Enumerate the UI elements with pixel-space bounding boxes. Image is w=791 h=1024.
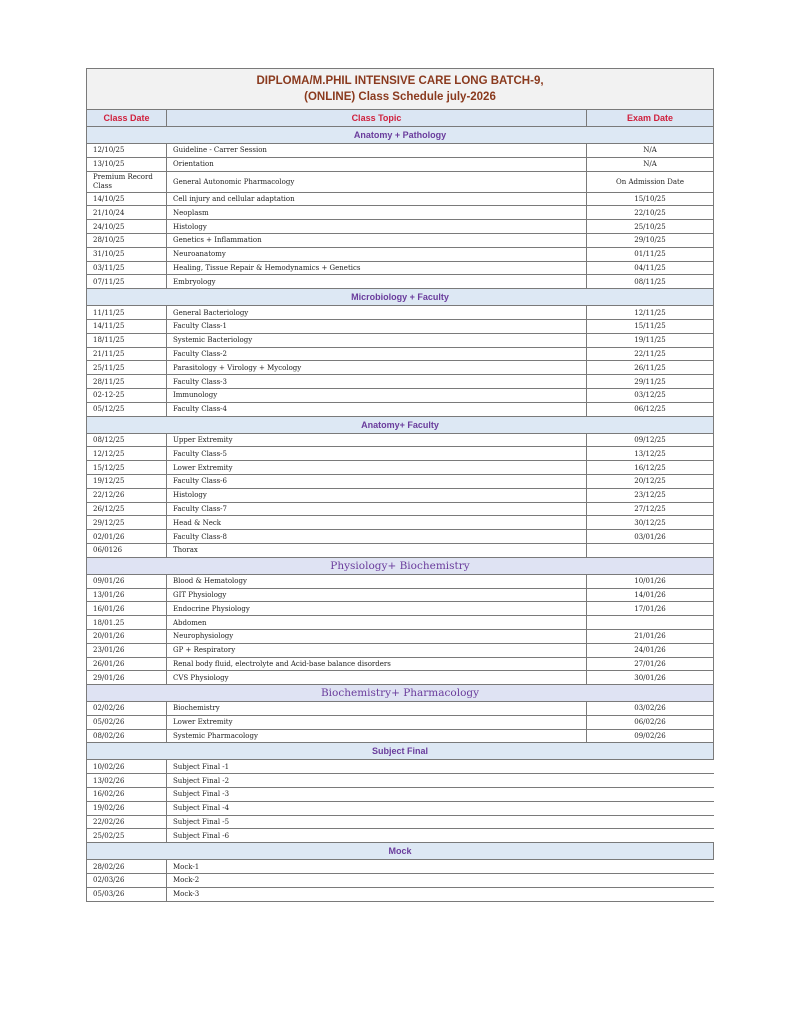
- section-title: Microbiology + Faculty: [87, 289, 714, 306]
- class-date-cell: 05/02/26: [87, 715, 167, 729]
- exam-date-cell: 30/12/25: [587, 516, 714, 530]
- schedule-row: [87, 729, 714, 743]
- class-topic-cell: Subject Final -6: [167, 829, 714, 843]
- exam-date-cell: 12/11/25: [587, 306, 714, 320]
- class-date-cell: 02/03/26: [87, 874, 167, 888]
- schedule-row: [87, 206, 714, 220]
- exam-date-cell: 03/02/26: [587, 702, 714, 716]
- schedule-row: [87, 516, 714, 530]
- class-topic-cell: Histology: [167, 220, 587, 234]
- schedule-row: [87, 488, 714, 502]
- schedule-row: [87, 874, 714, 888]
- schedule-row: [87, 388, 714, 402]
- exam-date-cell: 15/11/25: [587, 319, 714, 333]
- schedule-row: [87, 474, 714, 488]
- class-date-cell: 22/02/26: [87, 815, 167, 829]
- class-topic-cell: GP + Respiratory: [167, 643, 587, 657]
- schedule-row: [87, 530, 714, 544]
- exam-date-cell: 09/02/26: [587, 729, 714, 743]
- exam-date-cell: 10/01/26: [587, 574, 714, 588]
- class-topic-cell: Subject Final -2: [167, 774, 714, 788]
- class-topic-cell: Faculty Class-6: [167, 474, 587, 488]
- class-date-cell: 18/11/25: [87, 333, 167, 347]
- schedule-row: [87, 801, 714, 815]
- schedule-row: [87, 433, 714, 447]
- class-topic-cell: Faculty Class-2: [167, 347, 587, 361]
- class-topic-cell: Upper Extremity: [167, 433, 587, 447]
- schedule-row: [87, 247, 714, 261]
- class-date-cell: 26/01/26: [87, 657, 167, 671]
- class-date-cell: 12/10/25: [87, 144, 167, 158]
- schedule-row: [87, 815, 714, 829]
- class-date-cell: 12/12/25: [87, 447, 167, 461]
- class-topic-cell: Systemic Bacteriology: [167, 333, 587, 347]
- class-date-cell: 13/10/25: [87, 157, 167, 171]
- class-date-cell: 20/01/26: [87, 629, 167, 643]
- exam-date-cell: 26/11/25: [587, 361, 714, 375]
- class-date-cell: 06/0126: [87, 543, 167, 557]
- class-topic-cell: Mock-2: [167, 874, 714, 888]
- class-date-cell: 13/01/26: [87, 588, 167, 602]
- exam-date-cell: 25/10/25: [587, 220, 714, 234]
- class-topic-cell: Lower Extremity: [167, 461, 587, 475]
- exam-date-cell: 01/11/25: [587, 247, 714, 261]
- schedule-row: [87, 347, 714, 361]
- class-topic-cell: Mock-1: [167, 860, 714, 874]
- schedule-row: [87, 192, 714, 206]
- class-date-cell: 29/12/25: [87, 516, 167, 530]
- schedule-row: [87, 629, 714, 643]
- class-date-cell: 29/01/26: [87, 671, 167, 685]
- class-date-cell: 05/12/25: [87, 402, 167, 416]
- class-date-cell: 02-12-25: [87, 388, 167, 402]
- class-topic-cell: Mock-3: [167, 887, 714, 901]
- schedule-table: [86, 68, 714, 902]
- schedule-row: [87, 715, 714, 729]
- schedule-row: [87, 643, 714, 657]
- schedule-row: [87, 788, 714, 802]
- class-date-cell: 02/01/26: [87, 530, 167, 544]
- schedule-row: [87, 860, 714, 874]
- class-topic-cell: Parasitology + Virology + Mycology: [167, 361, 587, 375]
- class-topic-cell: Genetics + Inflammation: [167, 233, 587, 247]
- title-line-1: DIPLOMA/M.PHIL INTENSIVE CARE LONG BATCH-9,: [256, 75, 544, 87]
- class-topic-cell: General Autonomic Pharmacology: [167, 171, 587, 192]
- class-date-cell: 08/02/26: [87, 729, 167, 743]
- class-topic-cell: Faculty Class-4: [167, 402, 587, 416]
- class-date-cell: 25/11/25: [87, 361, 167, 375]
- schedule-row: [87, 333, 714, 347]
- exam-date-cell: 08/11/25: [587, 275, 714, 289]
- class-topic-cell: Subject Final -3: [167, 788, 714, 802]
- class-date-cell: 21/10/24: [87, 206, 167, 220]
- exam-date-cell: 06/02/26: [587, 715, 714, 729]
- exam-date-cell: 17/01/26: [587, 602, 714, 616]
- class-topic-cell: Faculty Class-7: [167, 502, 587, 516]
- class-date-cell: 23/01/26: [87, 643, 167, 657]
- class-topic-cell: Biochemistry: [167, 702, 587, 716]
- exam-date-cell: On Admission Date: [587, 171, 714, 192]
- exam-date-cell: 23/12/25: [587, 488, 714, 502]
- schedule-row: [87, 461, 714, 475]
- class-date-cell: 15/12/25: [87, 461, 167, 475]
- schedule-row: [87, 588, 714, 602]
- exam-date-cell: 27/12/25: [587, 502, 714, 516]
- class-topic-cell: Faculty Class-5: [167, 447, 587, 461]
- section-title: Subject Final: [87, 743, 714, 760]
- schedule-row: [87, 657, 714, 671]
- class-date-cell: 28/02/26: [87, 860, 167, 874]
- exam-date-cell: 22/10/25: [587, 206, 714, 220]
- exam-date-cell: N/A: [587, 157, 714, 171]
- class-topic-cell: Systemic Pharmacology: [167, 729, 587, 743]
- schedule-sheet: [86, 68, 713, 902]
- section-title: Biochemistry+ Pharmacology: [87, 685, 714, 702]
- class-topic-cell: Abdomen: [167, 616, 587, 630]
- section-header-row: [87, 127, 714, 144]
- class-topic-cell: Cell injury and cellular adaptation: [167, 192, 587, 206]
- class-topic-cell: Faculty Class-8: [167, 530, 587, 544]
- exam-date-cell: 13/12/25: [587, 447, 714, 461]
- class-date-cell: Premium Record Class: [87, 171, 167, 192]
- exam-date-cell: [587, 616, 714, 630]
- schedule-row: [87, 402, 714, 416]
- class-date-cell: 26/12/25: [87, 502, 167, 516]
- exam-date-cell: 14/01/26: [587, 588, 714, 602]
- class-topic-cell: Renal body fluid, electrolyte and Acid-base balance disorders: [167, 657, 587, 671]
- exam-date-cell: 29/11/25: [587, 375, 714, 389]
- section-title: Anatomy + Pathology: [87, 127, 714, 144]
- class-topic-cell: Endocrine Physiology: [167, 602, 587, 616]
- class-date-cell: 19/02/26: [87, 801, 167, 815]
- class-topic-cell: Histology: [167, 488, 587, 502]
- class-date-cell: 31/10/25: [87, 247, 167, 261]
- exam-date-cell: 21/01/26: [587, 629, 714, 643]
- exam-date-cell: 09/12/25: [587, 433, 714, 447]
- class-topic-cell: Faculty Class-3: [167, 375, 587, 389]
- schedule-row: [87, 171, 714, 192]
- schedule-row: [87, 157, 714, 171]
- section-title: Physiology+ Biochemistry: [87, 557, 714, 574]
- schedule-row: [87, 319, 714, 333]
- class-date-cell: 08/12/25: [87, 433, 167, 447]
- schedule-row: [87, 447, 714, 461]
- class-date-cell: 11/11/25: [87, 306, 167, 320]
- class-date-cell: 09/01/26: [87, 574, 167, 588]
- exam-date-cell: 20/12/25: [587, 474, 714, 488]
- class-topic-cell: Thorax: [167, 543, 587, 557]
- class-date-cell: 03/11/25: [87, 261, 167, 275]
- schedule-row: [87, 543, 714, 557]
- column-header-row: [87, 110, 714, 127]
- schedule-row: [87, 887, 714, 901]
- class-topic-cell: Subject Final -4: [167, 801, 714, 815]
- schedule-row: [87, 306, 714, 320]
- class-date-cell: 16/01/26: [87, 602, 167, 616]
- class-date-cell: 28/10/25: [87, 233, 167, 247]
- document-title: [87, 69, 714, 110]
- exam-date-cell: 15/10/25: [587, 192, 714, 206]
- schedule-row: [87, 233, 714, 247]
- class-topic-cell: Neurophysiology: [167, 629, 587, 643]
- section-title: Anatomy+ Faculty: [87, 416, 714, 433]
- column-header-exam-date: Exam Date: [587, 110, 714, 127]
- class-date-cell: 28/11/25: [87, 375, 167, 389]
- class-date-cell: 16/02/26: [87, 788, 167, 802]
- class-topic-cell: GIT Physiology: [167, 588, 587, 602]
- class-topic-cell: Blood & Hematology: [167, 574, 587, 588]
- exam-date-cell: 22/11/25: [587, 347, 714, 361]
- class-topic-cell: Orientation: [167, 157, 587, 171]
- class-topic-cell: Guideline - Carrer Session: [167, 144, 587, 158]
- schedule-row: [87, 602, 714, 616]
- class-topic-cell: Healing, Tissue Repair & Hemodynamics + Genetics: [167, 261, 587, 275]
- class-topic-cell: CVS Physiology: [167, 671, 587, 685]
- class-date-cell: 25/02/25: [87, 829, 167, 843]
- schedule-row: [87, 220, 714, 234]
- class-topic-cell: Lower Extremity: [167, 715, 587, 729]
- exam-date-cell: 06/12/25: [587, 402, 714, 416]
- schedule-row: [87, 574, 714, 588]
- schedule-row: [87, 261, 714, 275]
- class-topic-cell: Subject Final -1: [167, 760, 714, 774]
- section-title: Mock: [87, 843, 714, 860]
- section-header-row: [87, 289, 714, 306]
- schedule-row: [87, 375, 714, 389]
- column-header-class-date: Class Date: [87, 110, 167, 127]
- schedule-row: [87, 616, 714, 630]
- class-date-cell: 19/12/25: [87, 474, 167, 488]
- column-header-class-topic: Class Topic: [167, 110, 587, 127]
- class-date-cell: 07/11/25: [87, 275, 167, 289]
- exam-date-cell: [587, 543, 714, 557]
- class-topic-cell: General Bacteriology: [167, 306, 587, 320]
- schedule-row: [87, 829, 714, 843]
- exam-date-cell: 24/01/26: [587, 643, 714, 657]
- exam-date-cell: 27/01/26: [587, 657, 714, 671]
- schedule-row: [87, 144, 714, 158]
- section-header-row: [87, 743, 714, 760]
- exam-date-cell: 29/10/25: [587, 233, 714, 247]
- schedule-row: [87, 760, 714, 774]
- section-header-row: [87, 685, 714, 702]
- title-line-2: (ONLINE) Class Schedule july-2026: [304, 91, 496, 103]
- schedule-row: [87, 361, 714, 375]
- exam-date-cell: 03/12/25: [587, 388, 714, 402]
- exam-date-cell: N/A: [587, 144, 714, 158]
- class-date-cell: 14/11/25: [87, 319, 167, 333]
- exam-date-cell: 30/01/26: [587, 671, 714, 685]
- section-header-row: [87, 416, 714, 433]
- class-date-cell: 24/10/25: [87, 220, 167, 234]
- class-date-cell: 10/02/26: [87, 760, 167, 774]
- section-header-row: [87, 557, 714, 574]
- class-date-cell: 18/01.25: [87, 616, 167, 630]
- class-topic-cell: Neuroanatomy: [167, 247, 587, 261]
- schedule-row: [87, 671, 714, 685]
- schedule-row: [87, 275, 714, 289]
- exam-date-cell: 04/11/25: [587, 261, 714, 275]
- class-date-cell: 13/02/26: [87, 774, 167, 788]
- schedule-body: [87, 127, 714, 902]
- class-date-cell: 02/02/26: [87, 702, 167, 716]
- schedule-row: [87, 502, 714, 516]
- schedule-row: [87, 702, 714, 716]
- exam-date-cell: 16/12/25: [587, 461, 714, 475]
- exam-date-cell: 19/11/25: [587, 333, 714, 347]
- class-topic-cell: Subject Final -5: [167, 815, 714, 829]
- class-topic-cell: Immunology: [167, 388, 587, 402]
- exam-date-cell: 03/01/26: [587, 530, 714, 544]
- schedule-row: [87, 774, 714, 788]
- section-header-row: [87, 843, 714, 860]
- class-topic-cell: Faculty Class-1: [167, 319, 587, 333]
- class-date-cell: 14/10/25: [87, 192, 167, 206]
- class-date-cell: 05/03/26: [87, 887, 167, 901]
- class-topic-cell: Neoplasm: [167, 206, 587, 220]
- class-date-cell: 21/11/25: [87, 347, 167, 361]
- class-topic-cell: Embryology: [167, 275, 587, 289]
- class-date-cell: 22/12/26: [87, 488, 167, 502]
- class-topic-cell: Head & Neck: [167, 516, 587, 530]
